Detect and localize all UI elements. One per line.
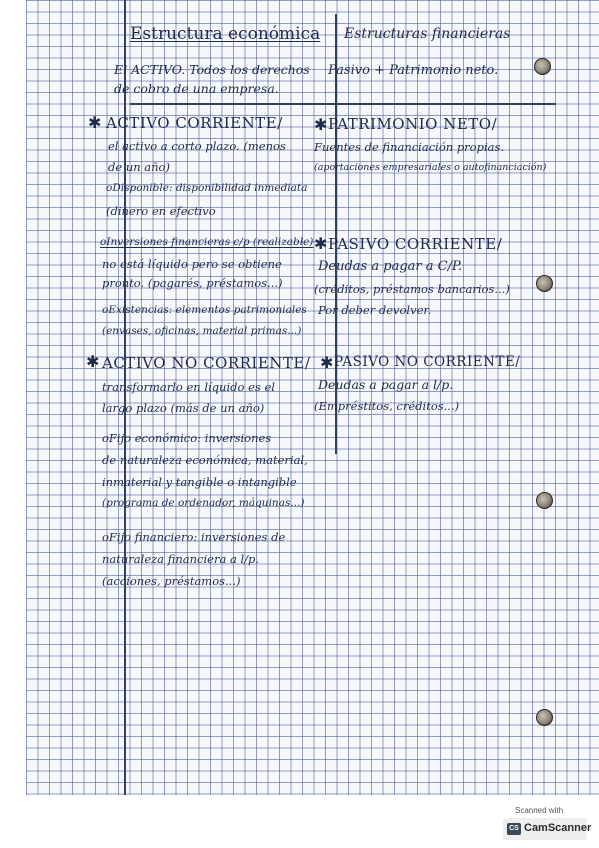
text-line: largo plazo (más de un año) <box>102 401 265 415</box>
binder-hole <box>534 58 551 75</box>
camscanner-watermark <box>503 806 592 840</box>
text-line: Deudas a pagar a C/P. <box>318 259 463 274</box>
graph-paper-sheet <box>26 0 599 795</box>
text-line: inmaterial y tangible o intangible <box>102 475 297 489</box>
text-line: (Empréstitos, créditos...) <box>314 399 460 413</box>
star-icon: ✱ <box>314 234 328 253</box>
text-line: de un año) <box>108 160 170 174</box>
activo-no-corriente-heading: ACTIVO NO CORRIENTE/ <box>102 354 311 372</box>
star-icon: ✱ <box>86 352 100 371</box>
text-line: Deudas a pagar a l/p. <box>318 377 454 392</box>
text-line: pronto. (pagarés, préstamos...) <box>102 276 283 290</box>
text-line: Por deber devolver. <box>318 303 432 317</box>
scanned-with-label: Scanned with <box>515 806 564 815</box>
left-title: Estructura económica <box>130 24 321 44</box>
text-line: oExistencias: elementos patrimoniales <box>102 304 307 316</box>
pasivo-corriente-heading: PASIVO CORRIENTE/ <box>328 235 503 253</box>
star-icon: ✱ <box>314 115 328 134</box>
text-line: (aportaciones empresariales o autofinanciación) <box>314 162 547 173</box>
text-line: Fuentes de financiación propias. <box>314 140 505 154</box>
header-underline <box>130 103 556 105</box>
binder-hole <box>536 275 553 292</box>
activo-corriente-heading: ACTIVO CORRIENTE/ <box>106 114 283 132</box>
text-line: (dinero en efectivo <box>106 204 216 218</box>
right-intro: Pasivo + Patrimonio neto. <box>328 63 499 78</box>
text-line: transformarlo en líquido es el <box>102 380 275 394</box>
binder-hole <box>536 492 553 509</box>
text-line: no está líquido pero se obtiene <box>102 257 282 271</box>
star-icon: ✱ <box>320 353 334 372</box>
left-intro-line: de cobro de una empresa. <box>114 81 279 96</box>
text-line: oFijo económico: inversiones <box>102 431 272 445</box>
text-line: el activo a corto plazo. (menos <box>108 139 286 153</box>
pasivo-no-corriente-heading: PASIVO NO CORRIENTE/ <box>334 354 521 370</box>
text-line: (programa de ordenador, máquinas...) <box>102 497 305 509</box>
camscanner-logo-icon: CS <box>507 823 521 835</box>
binder-hole <box>536 709 553 726</box>
text-line: oDisponible: disponibilidad inmediata <box>106 182 308 194</box>
text-line: naturaleza financiera a l/p. <box>102 552 260 566</box>
camscanner-name: CamScanner <box>524 822 592 834</box>
camscanner-badge <box>503 818 592 840</box>
left-intro-line: El ACTIVO. Todos los derechos <box>114 62 310 77</box>
patrimonio-neto-heading: PATRIMONIO NETO/ <box>328 115 498 133</box>
text-line: oFijo financiero: inversiones de <box>102 530 286 544</box>
text-line: (acciones, préstamos...) <box>102 574 241 588</box>
text-line: (envases, oficinas, material primas...) <box>102 325 302 337</box>
text-line: de naturaleza económica, material, <box>102 453 308 467</box>
right-title: Estructuras financieras <box>344 26 511 42</box>
star-icon: ✱ <box>88 113 102 132</box>
text-line: (créditos, préstamos bancarios...) <box>314 282 510 296</box>
text-line: oInversiones financieras c/p (realizable) <box>100 236 314 248</box>
